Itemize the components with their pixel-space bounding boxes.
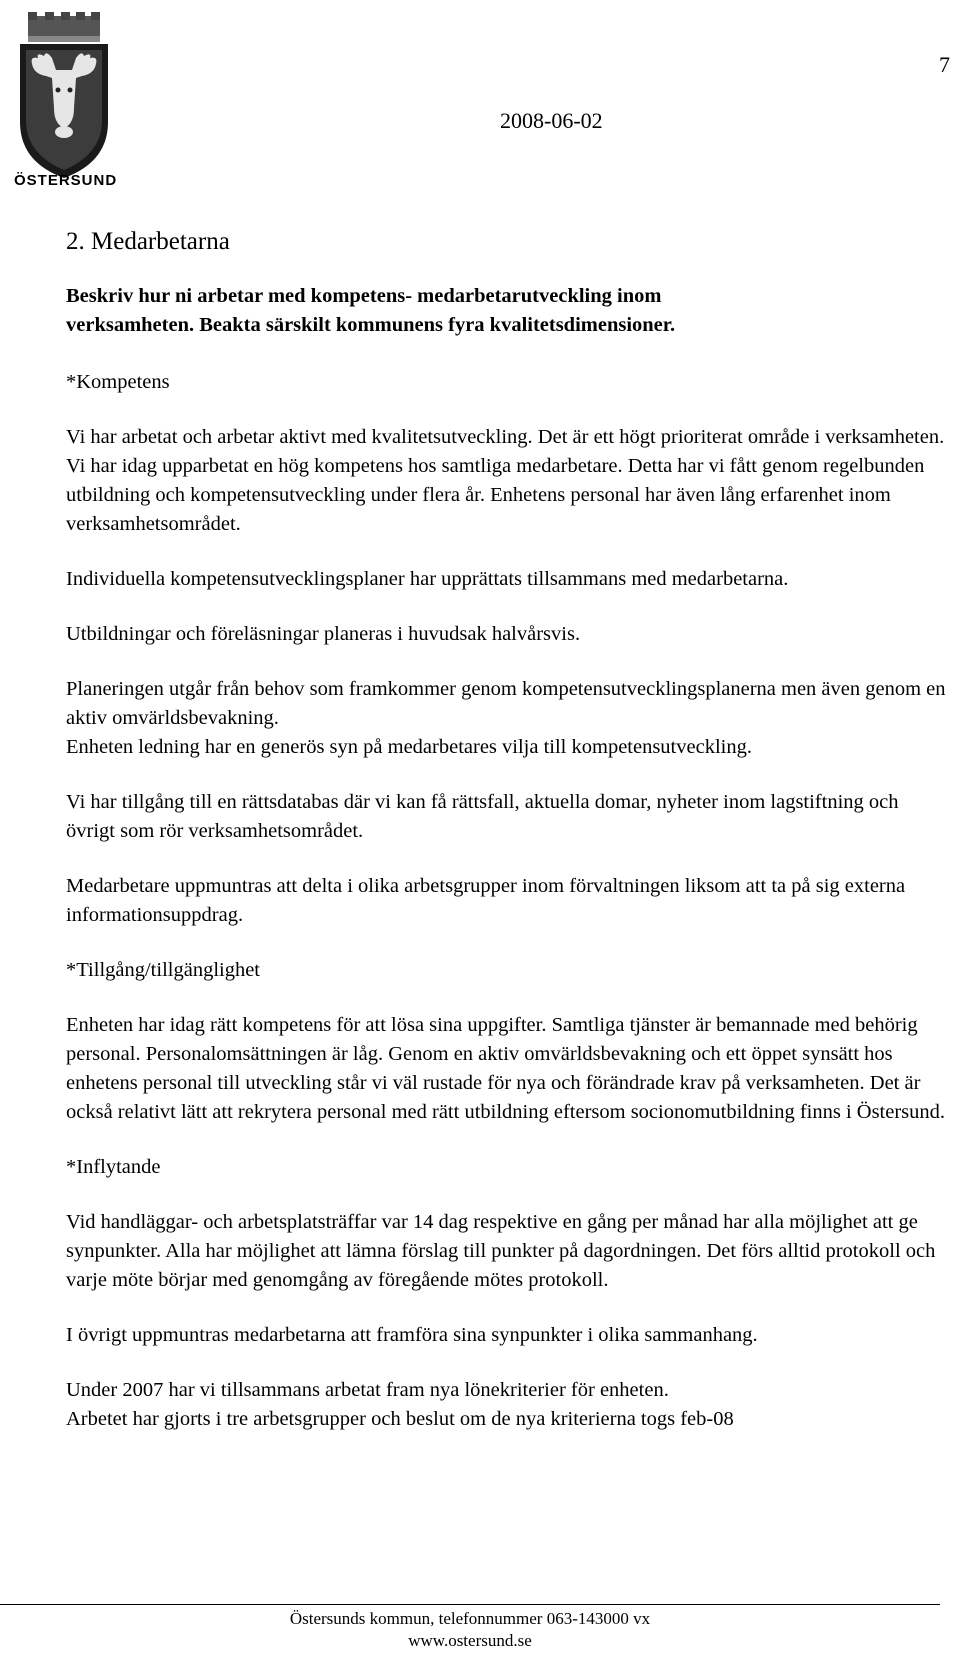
- intro-question: [66, 282, 946, 340]
- coat-of-arms-logo: [14, 4, 118, 190]
- paragraph-kvalitetsutveckling: Vi har arbetat och arbetar aktivt med kvalitetsutveckling. Det är ett högt prioriterat område i verksamheten. Vi har idag upparbetat en hög kompetens hos samtliga medarbetare. Detta har vi fått genom regelbunden utbildning och kompetensutveckling under flera år. Enhetens personal har även lång erfarenhet inom verksamhetsområdet.: [66, 426, 945, 535]
- section-heading: 2. Medarbetarna: [66, 228, 230, 255]
- paragraph-arbetsgrupper-beslut: Arbetet har gjorts i tre arbetsgrupper och beslut om de nya kriterierna togs feb-08: [66, 1408, 734, 1430]
- intro-line-2: verksamheten. Beakta särskilt kommunens fyra kvalitetsdimensioner.: [66, 314, 676, 336]
- footer-divider: [0, 1604, 940, 1605]
- footer-website-link[interactable]: www.ostersund.se: [408, 1631, 532, 1650]
- paragraph-arbetsgrupper: Medarbetare uppmuntras att delta i olika arbetsgrupper inom förvaltningen liksom att ta på sig externa informationsuppdrag.: [66, 875, 906, 926]
- paragraph-tillgang: Enheten har idag rätt kompetens för att lösa sina uppgifter. Samtliga tjänster är bemannade med behörig personal. Personalomsättningen är låg. Genom en aktiv omvärldsbevakning och ett öppet synsätt hos enhetens personal till utveckling står vi väl rustade för nya och förändrade krav på verksamheten. Det är också relativt lätt att rekrytera personal med rätt utbildning eftersom socionomutbildning finns i Östersund.: [66, 1014, 946, 1123]
- document-body: [66, 282, 946, 1434]
- footer-contact: Östersunds kommun, telefonnummer 063-143000 vx: [289, 1609, 651, 1628]
- document-date: 2008-06-02: [500, 108, 603, 133]
- inflytande-label: *Inflytande: [66, 1156, 161, 1178]
- paragraph-rattsdatabas: Vi har tillgång till en rättsdatabas där vi kan få rättsfall, aktuella domar, nyheter inom lagstiftning och övrigt som rör verksamhetsområdet.: [66, 791, 899, 842]
- paragraph-synpunkter: I övrigt uppmuntras medarbetarna att framföra sina synpunkter i olika sammanhang.: [66, 1324, 758, 1346]
- intro-line-1: Beskriv hur ni arbetar med kompetens- medarbetarutveckling inom: [66, 285, 662, 307]
- paragraph-planeringen: Planeringen utgår från behov som framkommer genom kompetensutvecklingsplanerna men även genom en aktiv omvärldsbevakning.: [66, 678, 946, 729]
- paragraph-kompetensplaner: Individuella kompetensutvecklingsplaner har upprättats tillsammans med medarbetarna.: [66, 568, 789, 590]
- paragraph-utbildningar: Utbildningar och föreläsningar planeras i huvudsak halvårsvis.: [66, 623, 581, 645]
- kompetens-label: *Kompetens: [66, 371, 170, 393]
- logo-wordmark: ÖSTERSUND: [14, 172, 118, 189]
- page-number: 7: [939, 52, 950, 77]
- page-footer: [0, 1608, 940, 1652]
- paragraph-inflytande: Vid handläggar- och arbetsplatsträffar var 14 dag respektive en gång per månad har alla möjlighet att ge synpunkter. Alla har möjlighet att lämna förslag till punkter på dagordningen. Det förs alltid protokoll och varje möte börjar med genomgång av föregående mötes protokoll.: [66, 1211, 936, 1291]
- paragraph-lonekriterier: Under 2007 har vi tillsammans arbetat fram nya lönekriterier för enheten.: [66, 1379, 669, 1401]
- tillgang-label: *Tillgång/tillgänglighet: [66, 959, 260, 981]
- paragraph-ledning: Enheten ledning har en generös syn på medarbetares vilja till kompetensutveckling.: [66, 736, 752, 758]
